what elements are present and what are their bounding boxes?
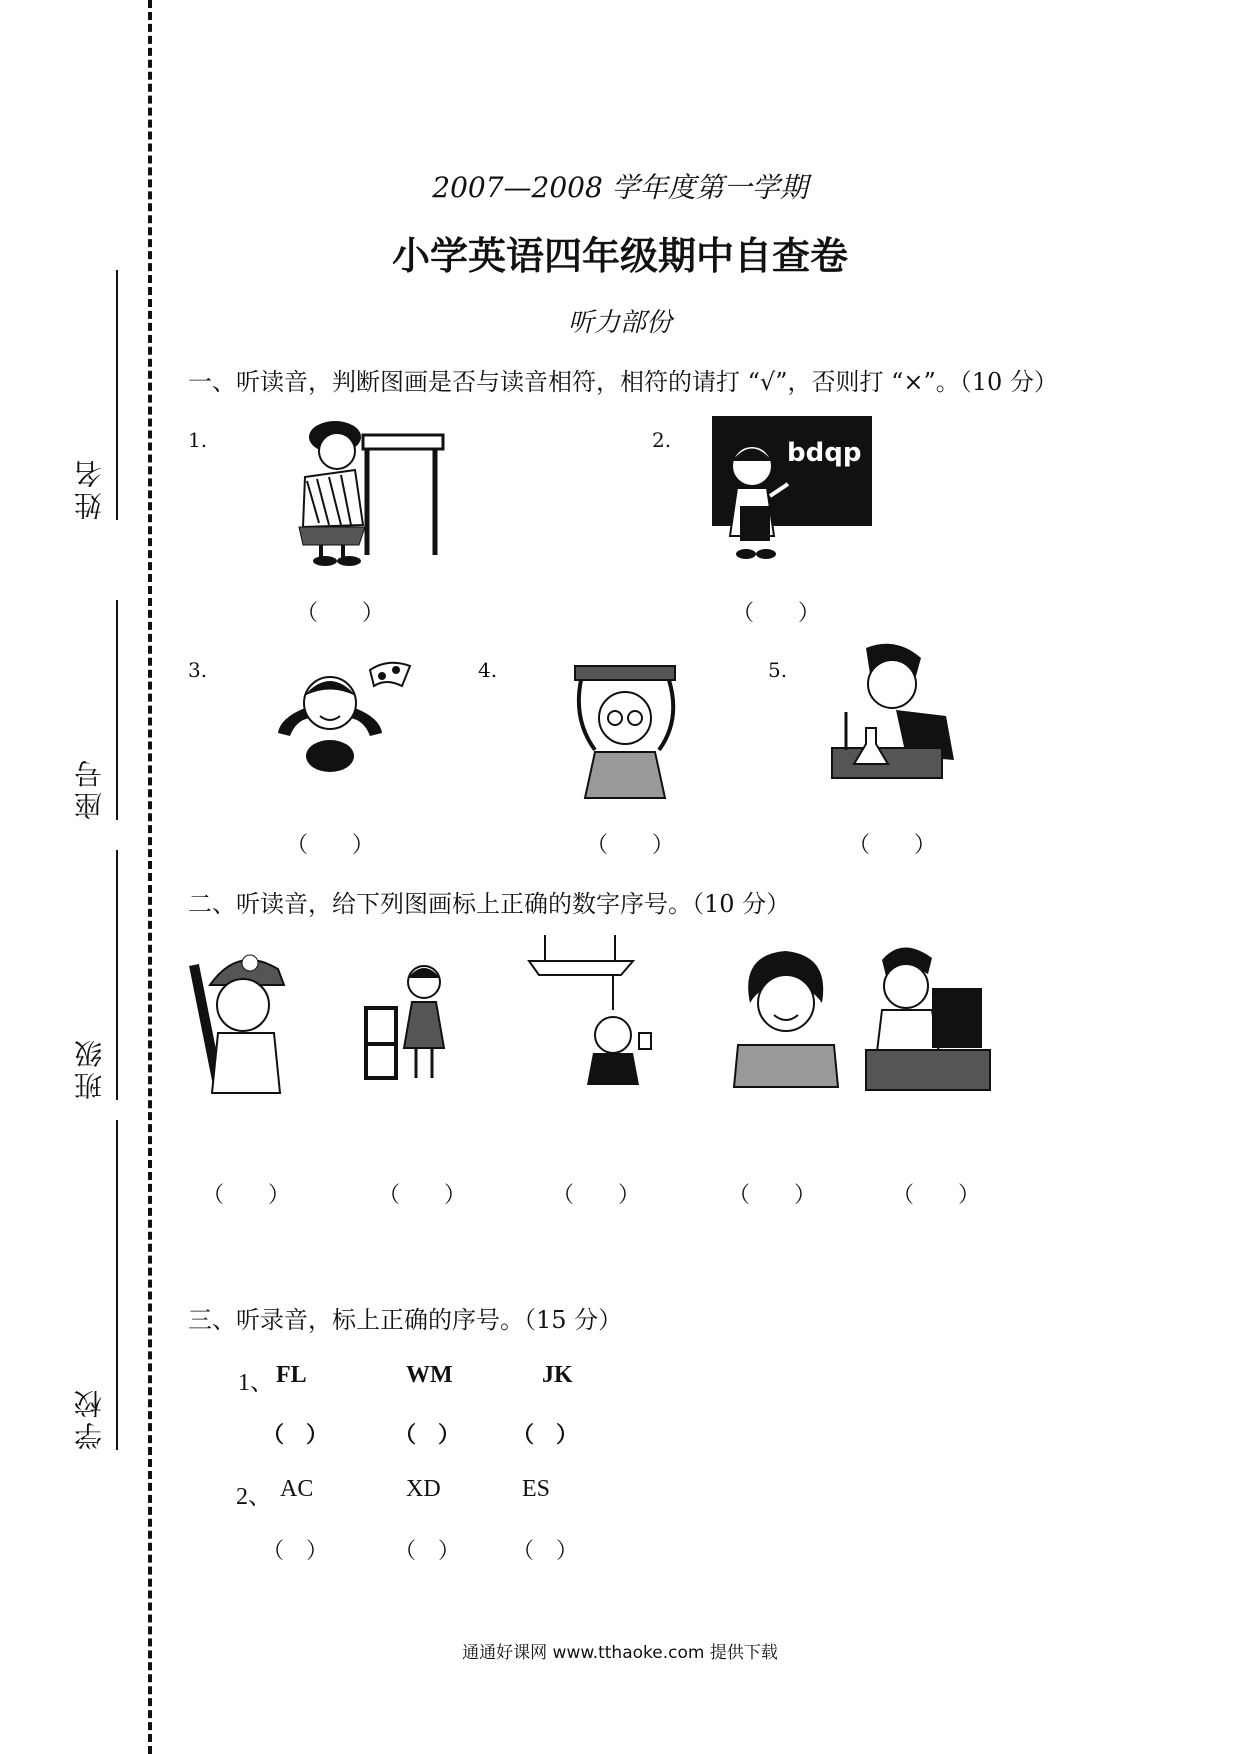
- item2-answer-paren[interactable]: （ ）: [732, 601, 821, 626]
- item2-number: 2.: [652, 428, 672, 452]
- name-label: 姓名: [73, 456, 106, 520]
- item1-answer-paren[interactable]: （ ）: [296, 601, 385, 626]
- row1-letters-2: WM: [406, 1362, 453, 1388]
- seat-label: 座号: [73, 756, 106, 820]
- seat-field[interactable]: [70, 600, 140, 820]
- item4-number: 4.: [478, 658, 498, 682]
- row1-paren-1[interactable]: （ ）: [262, 1422, 329, 1448]
- row2-paren-1[interactable]: （ ）: [262, 1539, 329, 1564]
- footer-credit: 通通好课网 www.tthaoke.com 提供下载: [462, 1643, 778, 1663]
- item1-number: 1.: [188, 428, 208, 452]
- section2-paren-1[interactable]: （ ）: [202, 1183, 291, 1208]
- row1-label: 1、: [238, 1370, 274, 1396]
- school-label: 学校: [73, 1386, 106, 1450]
- item5-number: 5.: [768, 658, 788, 682]
- class-label: 班级: [73, 1036, 106, 1100]
- row1-letters-3: JK: [542, 1362, 573, 1388]
- row1-letters-1: FL: [276, 1362, 307, 1388]
- row2-paren-3[interactable]: （ ）: [512, 1539, 579, 1564]
- seat-field-rule: [116, 600, 118, 820]
- girl-at-blackboard-picture: [712, 416, 872, 561]
- row1-paren-3[interactable]: （ ）: [512, 1422, 579, 1448]
- item5-answer-paren[interactable]: （ ）: [848, 833, 937, 858]
- section2-instruction: 二、听读音，给下列图画标上正确的数字序号。（10 分）: [188, 890, 791, 918]
- section3-instruction: 三、听录音，标上正确的序号。（15 分）: [188, 1306, 623, 1334]
- row2-letters-3: ES: [522, 1476, 551, 1502]
- girl-smiling-picture: [730, 945, 840, 1090]
- section2-paren-5[interactable]: （ ）: [892, 1183, 981, 1208]
- girl-with-chair-picture: [360, 958, 460, 1088]
- item3-number: 3.: [188, 658, 208, 682]
- row1-paren-2[interactable]: （ ）: [394, 1422, 461, 1448]
- section-subtitle: 听力部份: [567, 308, 672, 338]
- school-year-heading: 2007—2008 学年度第一学期: [432, 171, 808, 204]
- section2-paren-4[interactable]: （ ）: [728, 1183, 817, 1208]
- section2-paren-3[interactable]: （ ）: [552, 1183, 641, 1208]
- section2-paren-2[interactable]: （ ）: [378, 1183, 467, 1208]
- school-field[interactable]: [70, 1120, 140, 1450]
- girl-at-desk-picture: [285, 415, 450, 570]
- row2-letters-2: XD: [406, 1476, 441, 1502]
- boy-with-bat-picture: [188, 945, 298, 1095]
- boy-at-computer-picture: [862, 940, 992, 1095]
- class-field-rule: [116, 850, 118, 1100]
- class-field[interactable]: [70, 850, 140, 1100]
- boy-at-lamp-switch-picture: [525, 935, 660, 1085]
- boy-book-on-head-picture: [565, 660, 690, 800]
- blackboard-text: bdqp: [787, 438, 862, 468]
- row2-label: 2、: [236, 1484, 272, 1510]
- boy-with-flask-picture: [826, 640, 956, 800]
- row2-paren-2[interactable]: （ ）: [394, 1539, 461, 1564]
- school-field-rule: [116, 1120, 118, 1450]
- section1-instruction: 一、听读音，判断图画是否与读音相符，相符的请打 “√”，否则打 “×”。（10 分）: [188, 368, 1058, 396]
- item4-answer-paren[interactable]: （ ）: [586, 833, 675, 858]
- girl-singing-picture: [270, 648, 415, 778]
- row2-letters-1: AC: [280, 1476, 314, 1502]
- item3-answer-paren[interactable]: （ ）: [286, 833, 375, 858]
- exam-title: 小学英语四年级期中自查卷: [391, 234, 848, 278]
